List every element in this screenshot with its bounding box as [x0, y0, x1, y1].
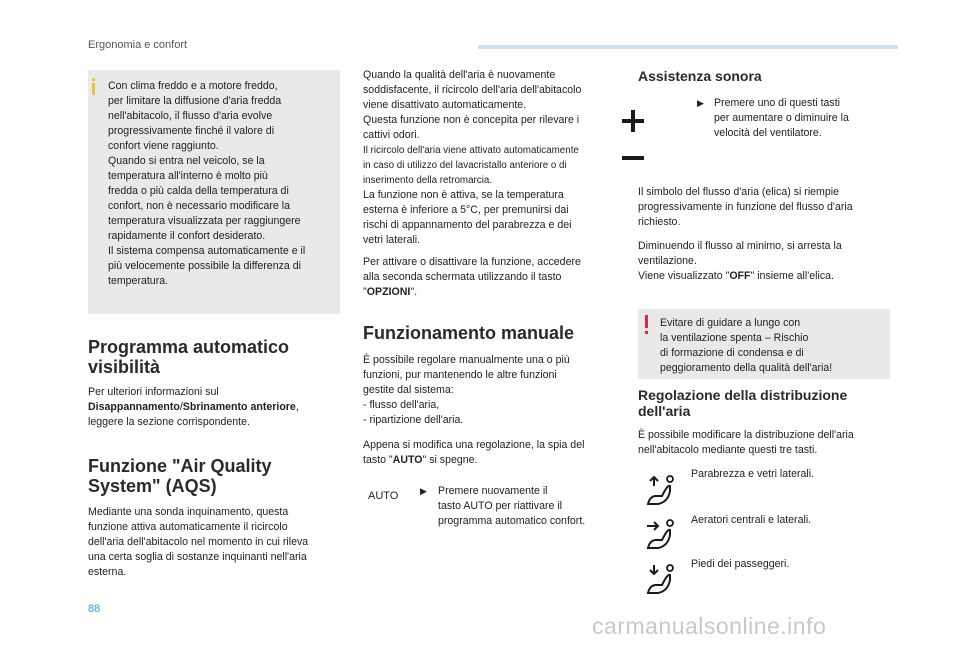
auto-button-icon: AUTO [368, 490, 399, 502]
section-header: Ergonomia e confort [88, 39, 188, 51]
heading-distribution: Regolazione della distribuzione dell'aria [638, 387, 848, 419]
distribution-option-feet: Piedi dei passeggeri. [691, 558, 790, 570]
info-icon-dot [92, 78, 95, 81]
distribution-text: È possibile modificare la distribuzione dell'aria nell'abitacolo mediante questi tre tasti. [638, 429, 854, 456]
watermark: carmanualsonline.info [592, 613, 827, 639]
info-icon [92, 83, 95, 95]
distribution-option-vents: Aeratori centrali e laterali. [691, 514, 812, 526]
seat-airflow-feet-icon [644, 563, 680, 599]
heading-aqs: Funzione "Air Quality System" (AQS) [88, 456, 272, 496]
warning-icon [645, 315, 648, 328]
triangle-bullet-icon: ▶ [697, 98, 704, 108]
fan-description-text: Il simbolo del flusso d'aria (elica) si riempie progressivamente in funzione del flusso d'aria richiesto. Diminuendo il flusso al minimo, si arresta la ventilazione. Viene visualizzato "OFF" insieme all'elica. [638, 186, 853, 282]
heading-assist: Assistenza sonora [638, 68, 762, 84]
info-note-text: Con clima freddo e a motore freddo, per limitare la diffusione d'aria fredda nell'abitacolo, il flusso d'aria evolve progressivamente finché il valore di confort viene raggiunto. Quando si entra nel veicolo, se la temperatura all'interno è molto più fredda o più calda della temperatura di confort, non è necessario modificare la temperatura visualizzata per raggiungere rapidamente il confort desiderato. Il sistema compensa automaticamente e il più velocemente possibile la differenza di temperatura. [108, 80, 306, 287]
plus-icon [620, 108, 646, 134]
heading-manual: Funzionamento manuale [363, 323, 575, 343]
aqs-text: Mediante una sonda inquinamento, questa funzione attiva automaticamente il ricircolo dell'aria dell'abitacolo nel momento in cui rileva una certa soglia di sostanze inquinanti nell'aria esterna. [88, 506, 309, 578]
visibility-text: Per ulteriori informazioni sul Disappannamento/Sbrinamento anteriore, leggere la sezione corrispondente. [88, 386, 299, 428]
warning-icon-dot [645, 331, 648, 334]
minus-icon [620, 154, 646, 162]
distribution-option-windscreen: Parabrezza e vetri laterali. [691, 468, 815, 480]
manual-text: È possibile regolare manualmente una o più funzioni, pur mantenendo le altre funzioni gestite dal sistema: - flusso dell'aria, - ripartizione dell'aria. Appena si modifica una regolazione, la spia del tasto "AUTO" si spegne. [363, 354, 585, 466]
aqs-continued-text: Quando la qualità dell'aria è nuovamente soddisfacente, il ricircolo dell'aria dell'abitacolo viene disattivato automaticamente. Questa funzione non è concepita per rilevare i cattivi odori. Il ricircolo dell'aria viene attivato automaticamente in caso di utilizzo del lavacristallo anteriore o di inserimento della retromarcia. La funzione non è attiva, se la temperatura esterna è inferiore a 5°C, per premunirsi dai rischi di appannamento del parabrezza e dei vetri laterali. Per attivare o disattivare la funzione, accedere alla seconda schermata utilizzando il tasto "OPZIONI". [363, 69, 582, 298]
seat-airflow-centre-icon [644, 518, 680, 554]
page-number: 88 [88, 603, 101, 615]
auto-instruction-text: Premere nuovamente il tasto AUTO per riattivare il programma automatico confort. [438, 485, 586, 527]
heading-visibility: Programma automatico visibilità [88, 337, 290, 377]
header-bar [478, 45, 898, 49]
warning-note-text: Evitare di guidare a lungo con la ventilazione spenta – Rischio di formazione di condensa e di peggioramento della qualità dell'aria! [660, 317, 833, 374]
seat-airflow-up-icon [644, 474, 680, 510]
triangle-bullet-icon: ▶ [420, 486, 427, 496]
fan-instruction-text: Premere uno di questi tasti per aumentare o diminuire la velocità del ventilatore. [714, 97, 849, 139]
